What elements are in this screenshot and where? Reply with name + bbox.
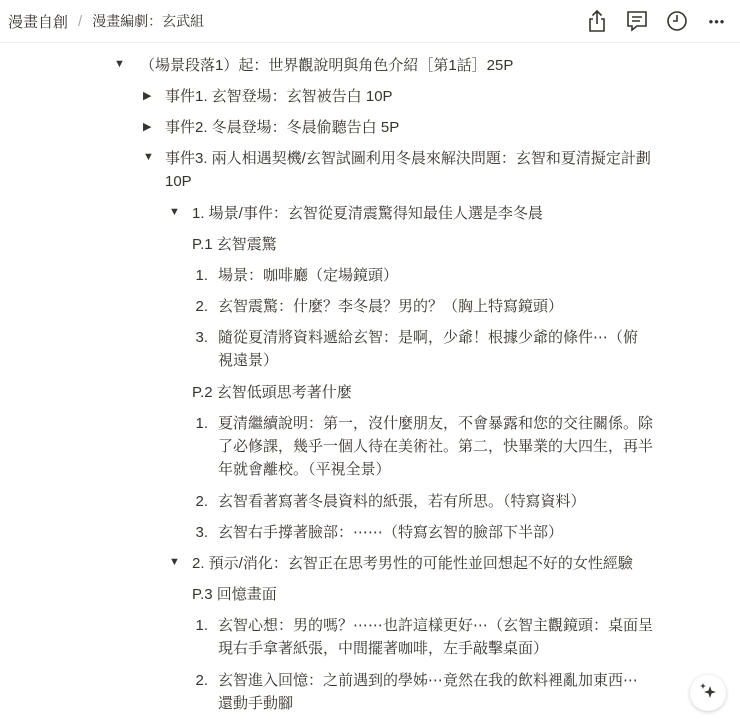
- ai-assistant-button[interactable]: [690, 675, 726, 711]
- list-item: 隨從夏清將資料遞給玄智：是啊，少爺！根據少爺的條件⋯（俯視遠景）: [218, 329, 639, 369]
- scene-heading: 2. 預示/消化：玄智正在思考男性的可能性並回想起不好的女性經驗: [192, 555, 633, 572]
- history-icon[interactable]: [664, 8, 690, 34]
- list-item: 玄智看著寫著冬晨資料的紙張，若有所思。（特寫資料）: [218, 493, 586, 510]
- list-item: 玄智右手撐著臉部：⋯⋯（特寫玄智的臉部下半部）: [218, 524, 564, 541]
- list-item: 玄智心想：男的嗎？⋯⋯也許這樣更好⋯（玄智主觀鏡頭：桌面呈現右手拿著紙張，中間擺著咖啡，左手敲擊桌面）: [218, 617, 654, 657]
- toolbar: [584, 8, 730, 34]
- toggle-open-icon[interactable]: ▼: [143, 151, 154, 163]
- list-number: 1.: [195, 617, 208, 634]
- toggle-closed-icon[interactable]: ▶: [143, 90, 152, 102]
- scene-heading: 1. 場景/事件：玄智從夏清震驚得知最佳人選是李冬晨: [192, 205, 543, 222]
- page-label: P.2 玄智低頭思考著什麼: [192, 384, 352, 401]
- breadcrumb-root[interactable]: 漫畫自創: [8, 13, 69, 31]
- page-label: P.1 玄智震驚: [192, 236, 277, 253]
- list-item: 玄智震驚：什麼？李冬晨？男的？（胸上特寫鏡頭）: [218, 298, 564, 315]
- list-item: 玄智進入回憶：之前遇到的學姊⋯竟然在我的飲料裡亂加東西⋯還動手動腳: [218, 672, 639, 712]
- breadcrumb-separator: /: [78, 12, 83, 30]
- list-number: 1.: [195, 267, 208, 284]
- toggle-closed-icon[interactable]: ▶: [143, 121, 152, 133]
- share-icon[interactable]: [584, 8, 610, 34]
- toggle-open-icon[interactable]: ▼: [169, 556, 180, 568]
- comment-icon[interactable]: [624, 8, 650, 34]
- sparkle-icon: [699, 682, 717, 704]
- event-item: 事件1. 玄智登場：玄智被告白 10P: [165, 88, 393, 105]
- list-number: 3.: [195, 524, 208, 541]
- list-number: 2.: [195, 493, 208, 510]
- list-number: 1.: [195, 415, 208, 432]
- list-item: 夏清繼續說明：第一，沒什麼朋友，不會暴露和您的交往關係。除了必修課，幾乎一個人待在美術社。第二，快畢業的大四生，再半年就會離校。（平視全景）: [218, 415, 654, 478]
- list-number: 3.: [195, 329, 208, 346]
- list-item: 場景：咖啡廳（定場鏡頭）: [218, 267, 399, 284]
- page-label: P.3 回憶畫面: [192, 586, 277, 603]
- breadcrumb-page[interactable]: 漫畫編劇：玄武組: [92, 13, 205, 29]
- list-number: 2.: [195, 672, 208, 689]
- section-heading: （場景段落1）起：世界觀說明與角色介紹［第1話］25P: [140, 57, 514, 74]
- event-item: 事件2. 冬晨登場：冬晨偷聽告白 5P: [165, 119, 400, 136]
- more-icon[interactable]: •••: [708, 13, 726, 29]
- list-number: 2.: [195, 298, 208, 315]
- toggle-open-icon[interactable]: ▼: [114, 58, 125, 70]
- event-item: 事件3. 兩人相遇契機/玄智試圖利用冬晨來解決問題：玄智和夏清擬定計劃 10P: [165, 150, 651, 190]
- toggle-open-icon[interactable]: ▼: [169, 206, 180, 218]
- top-bar: [0, 0, 740, 43]
